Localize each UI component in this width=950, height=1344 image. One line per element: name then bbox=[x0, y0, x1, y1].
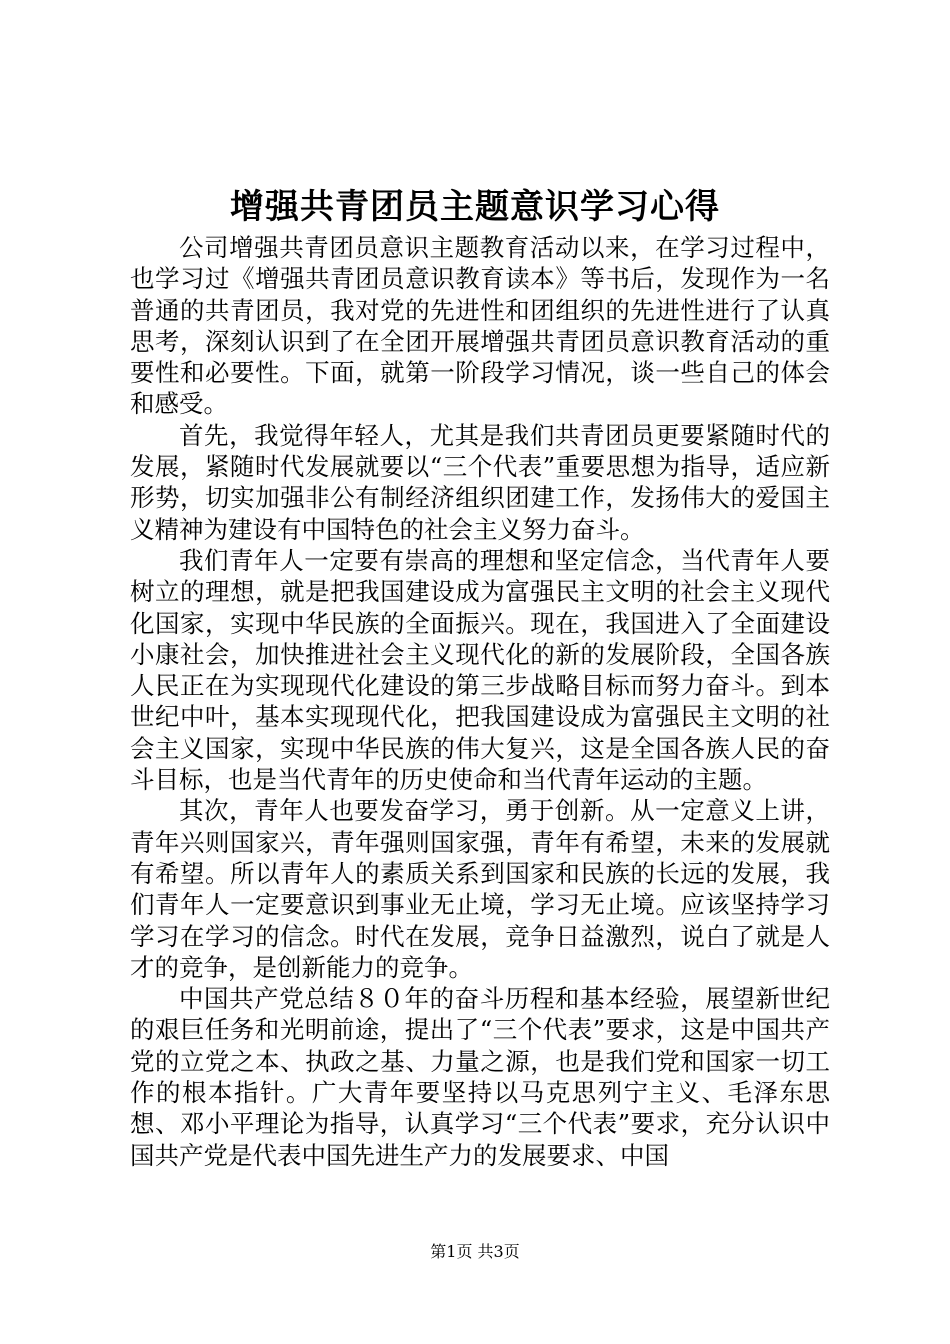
document-title: 增强共青团员主题意识学习心得 bbox=[230, 187, 720, 227]
paragraph: 其次，青年人也要发奋学习，勇于创新。从一定意义上讲，青年兴则国家兴，青年强则国家强，青年有希望，未来的发展就有希望。所以青年人的素质关系到国家和民族的长远的发展，我们青年人一定要意识到事业无止境，学习无止境。应该坚持学习学习在学习的信念。时代在发展，竞争日益激烈，说白了就是人才的竞争，是创新能力的竞争。 bbox=[130, 796, 830, 982]
paragraph: 中国共产党总结８０年的奋斗历程和基本经验，展望新世纪的艰巨任务和光明前途，提出了“三个代表”要求，这是中国共产党的立党之本、执政之基、力量之源，也是我们党和国家一切工作的根本指针。广大青年要坚持以马克思列宁主义、毛泽东思想、邓小平理论为指导，认真学习“三个代表”要求，充分认识中国共产党是代表中国先进生产力的发展要求、中国 bbox=[130, 984, 830, 1170]
page-footer: 第1页 共3页 bbox=[430, 1242, 520, 1261]
paragraph: 首先，我觉得年轻人，尤其是我们共青团员更要紧随时代的发展，紧随时代发展就要以“三个代表”重要思想为指导，适应新形势，切实加强非公有制经济组织团建工作，发扬伟大的爱国主义精神为建设有中国特色的社会主义努力奋斗。 bbox=[130, 420, 830, 544]
document-body bbox=[130, 232, 830, 1171]
paragraph: 公司增强共青团员意识主题教育活动以来，在学习过程中，也学习过《增强共青团员意识教育读本》等书后，发现作为一名普通的共青团员，我对党的先进性和团组织的先进性进行了认真思考，深刻认识到了在全团开展增强共青团员意识教育活动的重要性和必要性。下面，就第一阶段学习情况，谈一些自己的体会和感受。 bbox=[130, 233, 830, 419]
paragraph: 我们青年人一定要有崇高的理想和坚定信念，当代青年人要树立的理想，就是把我国建设成为富强民主文明的社会主义现代化国家，实现中华民族的全面振兴。现在，我国进入了全面建设小康社会，加快推进社会主义现代化的新的发展阶段，全国各族人民正在为实现现代化建设的第三步战略目标而努力奋斗。到本世纪中叶，基本实现现代化，把我国建设成为富强民主文明的社会主义国家，实现中华民族的伟大复兴，这是全国各族人民的奋斗目标，也是当代青年的历史使命和当代青年运动的主题。 bbox=[130, 545, 830, 795]
